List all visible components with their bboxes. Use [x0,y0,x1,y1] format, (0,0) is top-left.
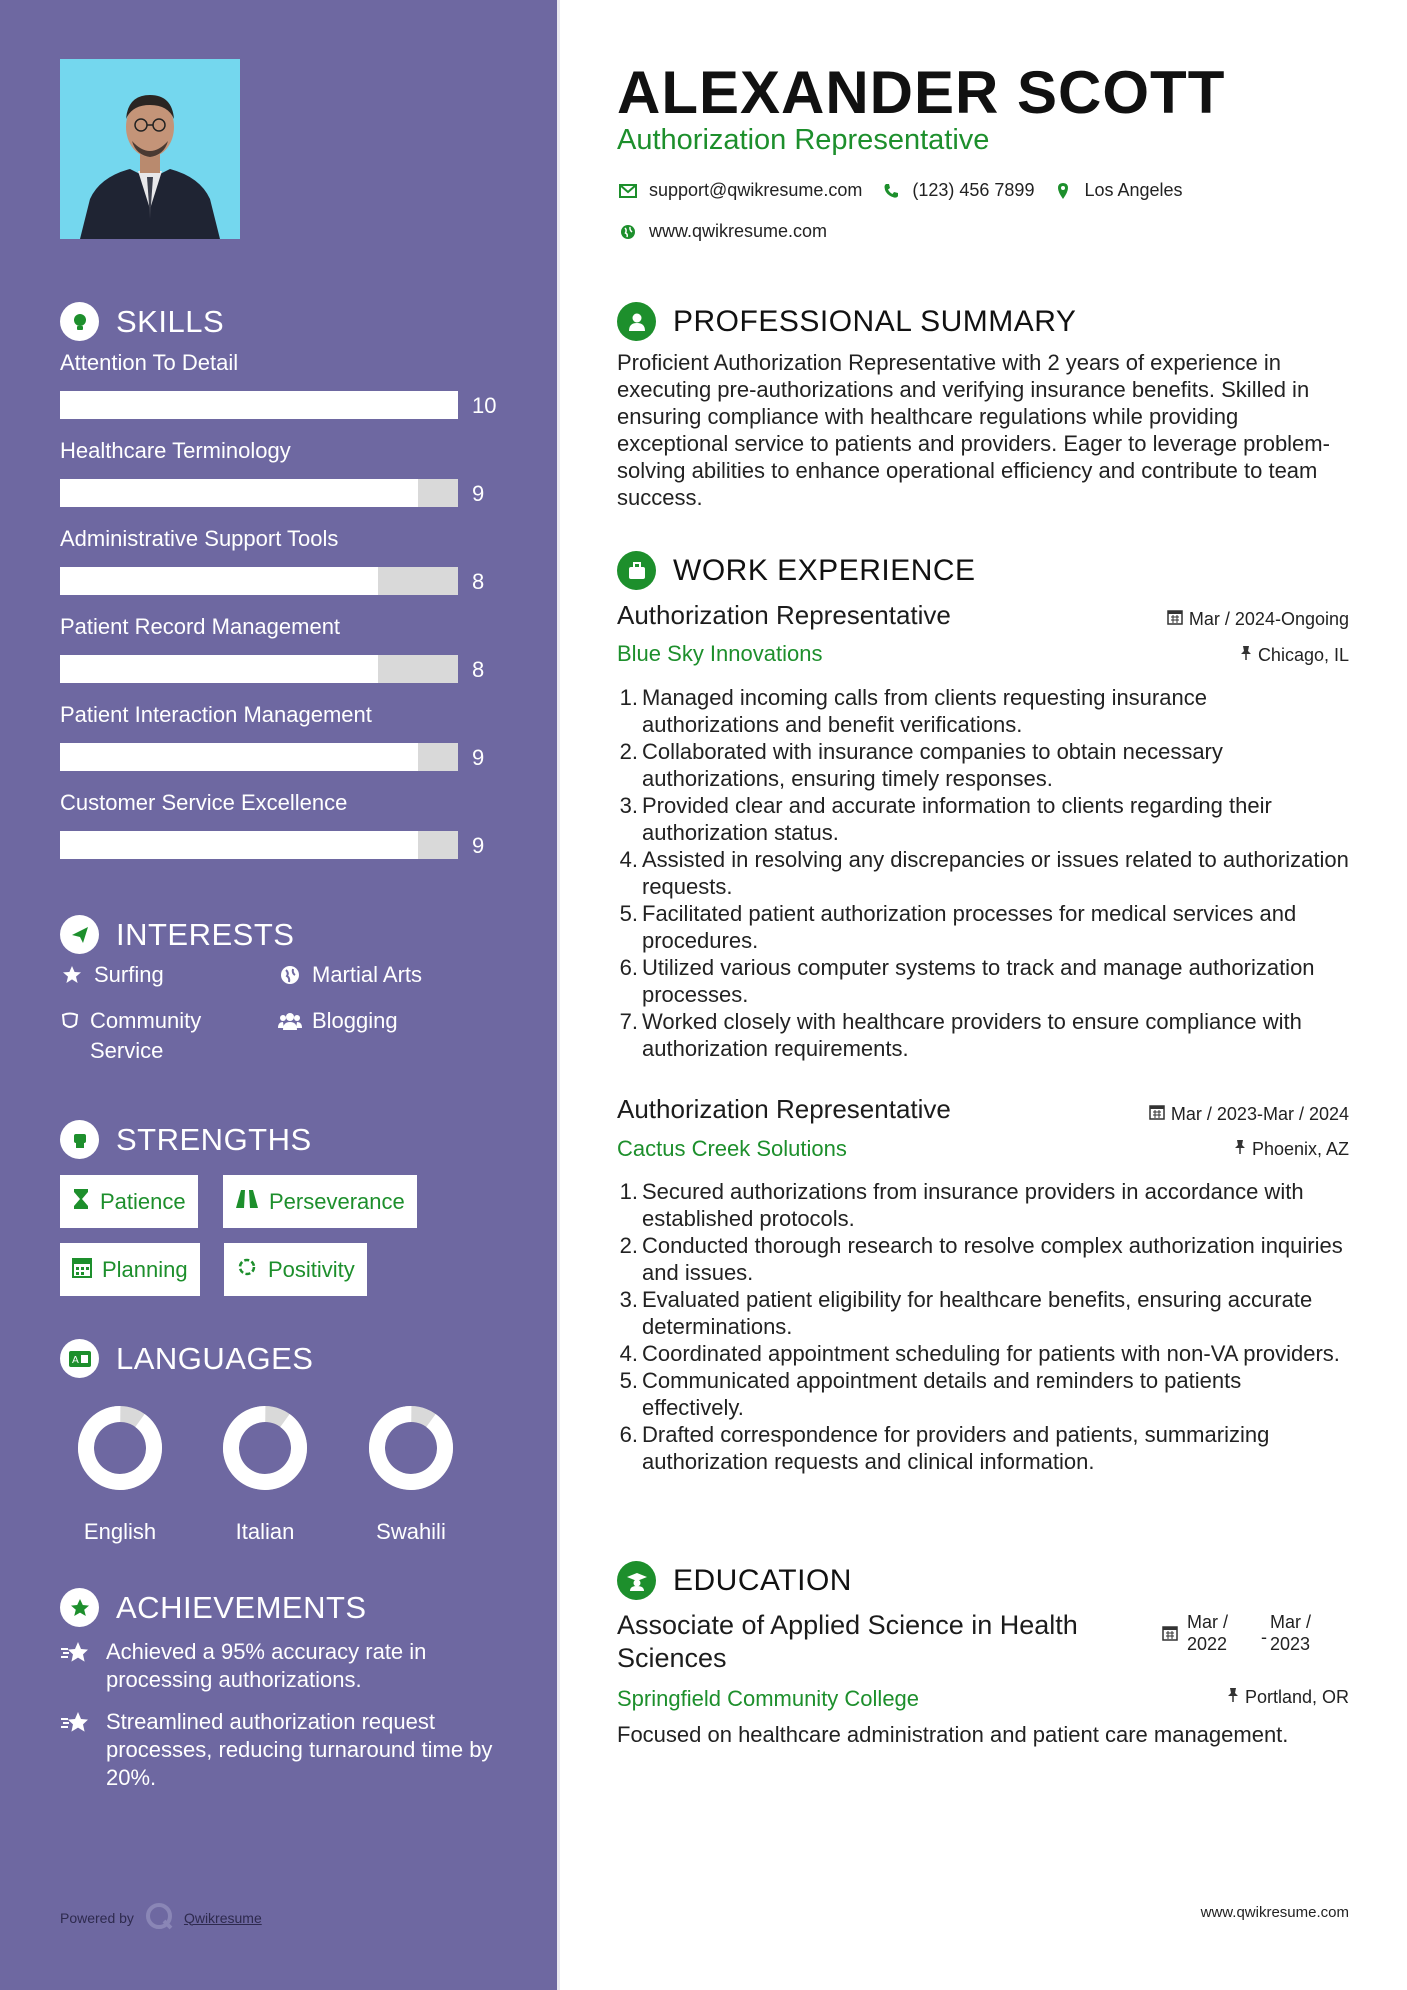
skill-bar [60,743,458,771]
svg-text:A: A [71,1354,79,1366]
skill-item [60,526,500,614]
language-item [60,1400,180,1545]
job-bullet-text: Conducted thorough research to resolve complex authorization inquiries and issues. [642,1233,1343,1285]
job-bullet: 2. Conducted thorough research to resolve complex authorization inquiries and issues. [617,1232,1349,1286]
skill-value: 9 [472,833,485,858]
skill-bar [60,567,458,595]
languages-title: LANGUAGES [116,1340,314,1376]
strength-label: Perseverance [269,1188,405,1214]
job-bullet-text: Assisted in resolving any discrepancies or issues related to authorization requests. [642,847,1349,899]
education-end: Mar / 2023 [1270,1612,1312,1654]
job-bullet: 6. Utilized various computer systems to track and manage authorization processes. [617,954,1349,1008]
strength-label: Positivity [268,1256,355,1282]
person-name: ALEXANDER SCOTT [617,59,1226,126]
calendar-icon [1149,1104,1165,1125]
job-dates-text: Mar / 2023-Mar / 2024 [1170,1104,1349,1124]
interest-label: Martial Arts [312,962,423,987]
skill-bar [60,831,458,859]
job-bullets [617,684,1349,1062]
languages-heading [60,1339,313,1378]
experience-heading [617,551,976,590]
job-bullet-text: Coordinated appointment scheduling for patients with non-VA providers. [642,1341,1340,1366]
skill-item [60,438,500,526]
interest-item [60,960,164,990]
skill-name: Patient Record Management [60,614,341,639]
job-dates [1149,1104,1349,1125]
briefcase-icon [617,551,656,590]
job-bullet-text: Drafted correspondence for providers and patients, summarizing authorization requests and clinical information. [642,1422,1270,1474]
calendar-icon [1167,609,1183,630]
star-badge-icon [60,1588,99,1627]
job-bullet: 4. Coordinated appointment scheduling for patients with non-VA providers. [619,1341,1340,1366]
achievement-text: Streamlined authorization request processes, reducing turnaround time by 20%. [106,1709,493,1790]
language-donut [351,1400,471,1500]
skill-bar-fill [60,831,418,859]
badge-icon [60,1006,80,1036]
website-link[interactable]: www.qwikresume.com [649,221,828,241]
achievements-heading [60,1588,367,1627]
job-bullet: 7. Worked closely with healthcare providers to ensure compliance with authorization requirements. [617,1008,1349,1062]
pushpin-icon [1227,1687,1239,1708]
skill-bar [60,479,458,507]
skill-item [60,702,500,790]
education-title: EDUCATION [673,1563,852,1597]
job-bullet: 1. Managed incoming calls from clients requesting insurance authorizations and benefit verifications. [617,684,1349,738]
skill-value: 8 [472,569,485,594]
star-icon [60,960,84,990]
school-location [1227,1687,1349,1708]
email-link[interactable]: support@qwikresume.com [649,180,863,200]
job-bullet-text: Utilized various computer systems to track and manage authorization processes. [642,955,1315,1007]
user-icon [617,302,656,341]
skills-heading [60,302,224,341]
education-description: Focused on healthcare administration and patient care management. [617,1722,1289,1747]
job-bullet-text: Worked closely with healthcare providers to ensure compliance with authorization requirements. [642,1009,1302,1061]
road-icon [235,1189,259,1215]
person-role: Authorization Representative [617,124,990,156]
lightbulb-icon [60,302,99,341]
job-bullet-text: Managed incoming calls from clients requesting insurance authorizations and benefit verifications. [642,685,1207,737]
calendar-icon [1162,1624,1178,1646]
education-start: Mar / 2022 [1187,1612,1229,1654]
education-date-dash: - [1261,1627,1267,1647]
job-location-text: Phoenix, AZ [1251,1139,1349,1159]
job-bullet-text: Collaborated with insurance companies to obtain necessary authorizations, ensuring timely responses. [642,739,1223,791]
trophy-star-icon [60,1638,94,1694]
globe-icon [617,224,639,240]
pushpin-icon [1234,1139,1246,1160]
skill-bar-fill [60,479,418,507]
strengths-heading [60,1120,312,1159]
skill-bar-fill [60,655,378,683]
skill-name: Customer Service Excellence [60,790,348,815]
interest-item [60,1006,240,1066]
language-donut [205,1400,325,1500]
skill-name: Attention To Detail [60,350,239,375]
strength-chip [60,1243,200,1296]
website-row [617,221,827,242]
job-title: Authorization Representative [617,600,951,630]
users-icon [278,1006,302,1036]
job-bullet-text: Evaluated patient eligibility for healthcare benefits, ensuring accurate determinations. [642,1287,1313,1339]
strength-chip [60,1175,198,1228]
job-dates [1167,609,1349,630]
envelope-icon [617,184,639,198]
location-text: Los Angeles [1084,180,1183,200]
job-bullet-text: Provided clear and accurate information to clients regarding their authorization status. [642,793,1272,845]
interests-heading [60,915,294,954]
job-location [1240,645,1349,666]
skill-item [60,790,500,878]
skill-name: Administrative Support Tools [60,526,339,551]
sidebar [0,0,557,1990]
location-pin-icon [1052,182,1074,200]
pushpin-icon [1240,645,1252,666]
hourglass-icon [72,1188,90,1216]
column-divider [557,0,560,1990]
skill-bar-fill [60,391,458,419]
job-company: Cactus Creek Solutions [617,1136,847,1161]
interests-title: INTERESTS [116,916,295,952]
strength-label: Patience [100,1188,186,1214]
strength-label: Planning [102,1256,188,1282]
interest-item [278,960,422,990]
profile-photo [60,59,240,239]
job-title: Authorization Representative [617,1094,951,1124]
job-bullet-text: Secured authorizations from insurance providers in accordance with established protocols. [642,1179,1304,1231]
skill-item [60,614,500,702]
footer-website-link[interactable]: www.qwikresume.com [1200,1904,1349,1921]
school-location-text: Portland, OR [1244,1687,1349,1707]
job-bullet: 5. Facilitated patient authorization processes for medical services and procedures. [617,900,1349,954]
skill-bar-fill [60,743,418,771]
contact-row [617,180,1183,201]
graduate-icon [617,1561,656,1600]
language-name: Italian [235,1519,295,1544]
language-name: Swahili [376,1519,446,1544]
skill-item [60,350,500,438]
globe-icon [278,960,302,990]
skill-value: 10 [472,393,497,418]
skill-bar [60,391,458,419]
interest-label: Blogging [312,1008,398,1033]
job-bullet: 1. Secured authorizations from insurance providers in accordance with established protocols. [617,1178,1349,1232]
powered-by [60,1901,262,1934]
job-bullet: 4. Assisted in resolving any discrepancies or issues related to authorization requests. [619,847,1349,899]
calendar-icon [72,1256,92,1284]
language-name: English [83,1519,157,1544]
degree-title: Associate of Applied Science in Health Sciences [617,1610,1078,1673]
skill-bar-fill [60,567,378,595]
experience-title: WORK EXPERIENCE [673,553,976,587]
phone-icon [880,183,902,199]
language-icon [60,1339,99,1378]
summary-heading [617,302,1076,341]
achievements-title: ACHIEVEMENTS [116,1589,367,1625]
summary-title: PROFESSIONAL SUMMARY [673,304,1077,338]
interest-label: Surfing [94,962,164,987]
qwikresume-logo-icon [144,1901,174,1934]
skill-bar [60,655,458,683]
sun-icon [236,1256,258,1284]
job-bullet-text: Communicated appointment details and reminders to patients effectively. [642,1368,1242,1420]
achievement-item [60,1708,506,1792]
skills-list [60,350,500,878]
fist-icon [60,1120,99,1159]
interest-label: Community Service [90,1008,202,1063]
school-name: Springfield Community College [617,1686,920,1711]
language-item [205,1400,325,1545]
skill-value: 9 [472,745,485,770]
education-heading [617,1561,852,1600]
qwikresume-link[interactable]: Qwikresume [183,1909,262,1926]
job-location-text: Chicago, IL [1257,645,1349,665]
paper-plane-icon [60,915,99,954]
achievement-text: Achieved a 95% accuracy rate in processing authorizations. [106,1639,427,1692]
job-bullet: 6. Drafted correspondence for providers and patients, summarizing authorization requests and clinical information. [617,1421,1349,1475]
powered-by-label: Powered by [60,1909,134,1926]
language-donut [60,1400,180,1500]
job-bullet: 3. Evaluated patient eligibility for healthcare benefits, ensuring accurate determinations. [617,1286,1349,1340]
skill-value: 9 [472,481,485,506]
interest-item [278,1006,398,1036]
skill-name: Healthcare Terminology [60,438,291,463]
job-bullet-text: Facilitated patient authorization processes for medical services and procedures. [642,901,1297,953]
trophy-star-icon [60,1708,94,1792]
strength-chip [224,1243,367,1296]
strengths-title: STRENGTHS [116,1121,312,1157]
job-location [1234,1139,1349,1160]
phone-number[interactable]: (123) 456 7899 [912,180,1035,200]
job-bullet: 2. Collaborated with insurance companies to obtain necessary authorizations, ensuring timely responses. [617,738,1349,792]
job-dates-text: Mar / 2024-Ongoing [1188,609,1349,629]
strength-chip [223,1175,417,1228]
language-item [351,1400,471,1545]
summary-text: Proficient Authorization Representative with 2 years of experience in executing pre-authorizations and verifying insurance benefits. Skilled in ensuring compliance with healthcare regulations while providing exceptional service to patients and providers. Eager to leverage problem-solving abilities to enhance operational efficiency and contribute to team success. [617,350,1330,510]
skill-value: 8 [472,657,485,682]
job-company: Blue Sky Innovations [617,641,823,666]
achievement-item [60,1638,496,1694]
job-bullets [617,1178,1349,1475]
job-bullet: 5. Communicated appointment details and reminders to patients effectively. [617,1367,1349,1421]
job-bullet: 3. Provided clear and accurate information to clients regarding their authorization status. [617,792,1349,846]
skills-title: SKILLS [116,303,225,339]
skill-name: Patient Interaction Management [60,702,372,727]
